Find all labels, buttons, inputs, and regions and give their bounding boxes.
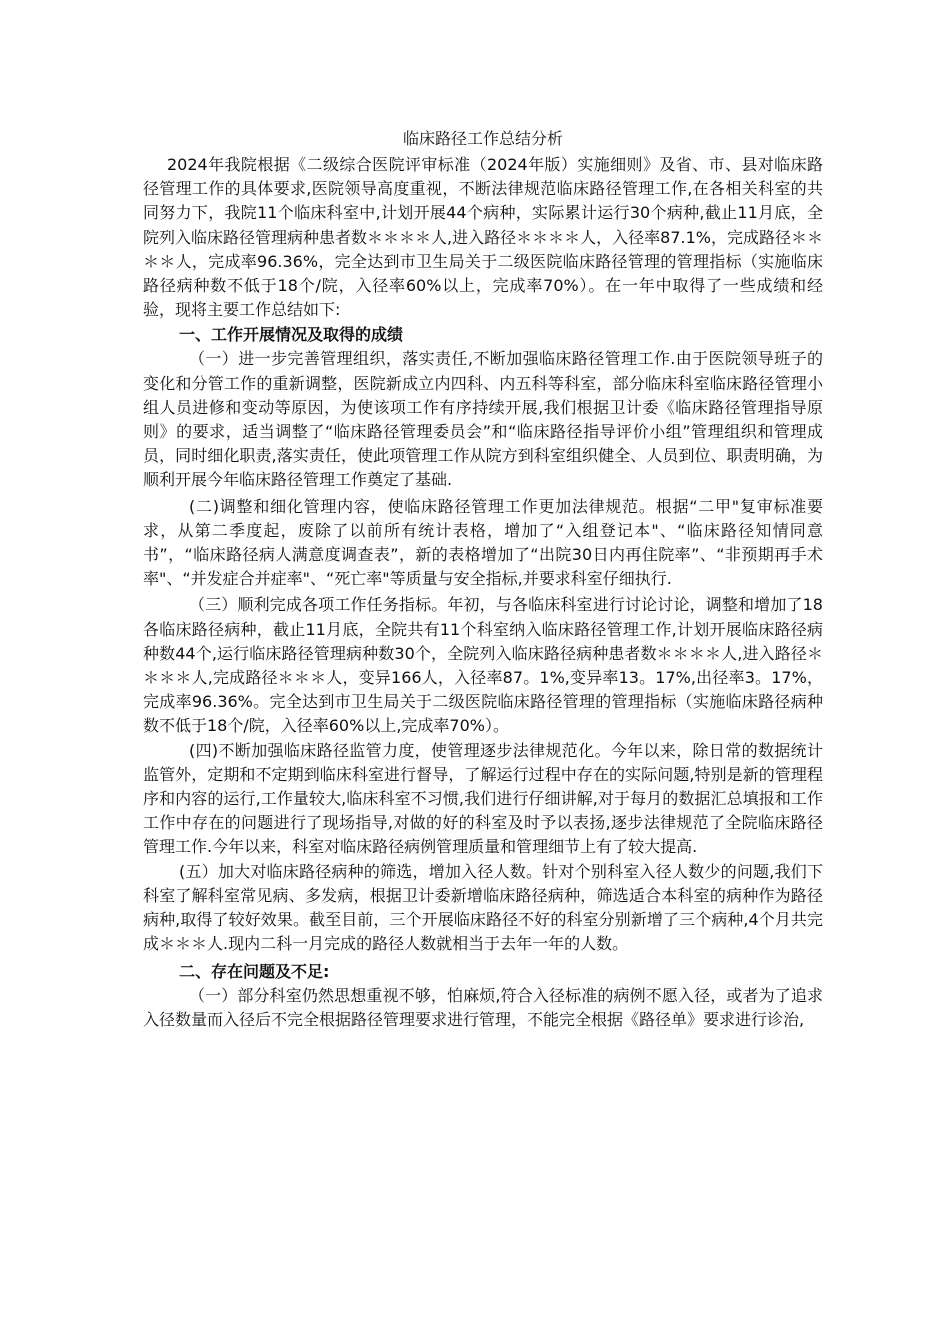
intro-paragraph: 2024年我院根据《二级综合医院评审标准（2024年版）实施细则》及省、市、县对临床路径管理工作的具体要求,医院领导高度重视，不断法律规范临床路径管理工作,在各相关科室的共同努力下，我院11个临床科室中,计划开展44个病种，实际累计运行30个病种,截止11月底，全院列入临床路径管理病种患者数＊＊＊＊人,进入路径＊＊＊＊人，入径率87.1%，完成路径＊＊＊＊人，完成率96.36%，完全达到市卫生局关于二级医院临床路径管理的管理指标（实施临床路径病种数不低于18个/院，入径率60%以上，完成率70%）。在一年中取得了一些成绩和经验，现将主要工作总结如下: (143, 155, 823, 320)
paragraph-problem-one: （一）部分科室仍然思想重视不够，怕麻烦,符合入径标准的病例不愿入径，或者为了追求入径数量而入径后不完全根据路径管理要求进行管理，不能完全根据《路径单》要求进行诊治, (143, 985, 823, 1029)
document-body (143, 126, 823, 1032)
paragraph-supervision: (四)不断加强临床路径监管力度，使管理逐步法律规范化。今年以来，除日常的数据统计监管外，定期和不定期到临床科室进行督导，了解运行过程中存在的实际问题,特别是新的管理程序和内容的运行,工作量较大,临床科室不习惯,我们进行仔细讲解,对于每月的数据汇总填报和工作工作中存在的问题进行了现场指导,对做的好的科室及时予以表扬,逐步法律规范了全院临床路径管理工作.今年以来，科室对临床路径病例管理质量和管理细节上有了较大提高. (143, 740, 823, 857)
paragraph-task-indicators: （三）顺利完成各项工作任务指标。年初，与各临床科室进行讨论讨论，调整和增加了18各临床路径病种，截止11月底，全院共有11个科室纳入临床路径管理工作,计划开展临床路径病种数44个,运行临床路径管理病种数30个，全院列入临床路径病种患者数＊＊＊＊人,进入路径＊＊＊＊人,完成路径＊＊＊人，变异166人，入径率87。1%,变异率13。17%,出径率3。17%，完成率96.36%。完全达到市卫生局关于二级医院临床路径管理的管理指标（实施临床路径病种数不低于18个/院，入径率60%以上,完成率70%）。 (143, 595, 823, 736)
paragraph-management-content: (二)调整和细化管理内容，使临床路径管理工作更加法律规范。根据“二甲"复审标准要求，从第二季度起，废除了以前所有统计表格，增加了“入组登记本"、“临床路径知情同意书”，“临床路径病人满意度调查表”，新的表格增加了“出院30日内再住院率”、“非预期再手术率"、“并发症合并症率"、“死亡率"等质量与安全指标,并要求科室仔细执行. (143, 496, 823, 589)
paragraph-disease-screening: (五）加大对临床路径病种的筛选，增加入径人数。针对个别科室入径人数少的问题,我们下科室了解科室常见病、多发病，根据卫计委新增临床路径病种，筛选适合本科室的病种作为路径病种,取得了较好效果。截至目前，三个开展临床路径不好的科室分别新增了三个病种,4个月共完成＊＊＊人.现内二科一月完成的路径人数就相当于去年一年的人数。 (143, 861, 823, 954)
section-heading-achievements: 一、工作开展情况及取得的成绩 (179, 325, 404, 345)
section-heading-problems: 二、存在问题及不足: (179, 961, 330, 981)
document-title: 临床路径工作总结分析 (402, 129, 563, 148)
paragraph-organization: （一）进一步完善管理组织，落实责任,不断加强临床路径管理工作.由于医院领导班子的变化和分管工作的重新调整，医院新成立内四科、内五科等科室，部分临床科室临床路径管理小组人员进修和变动等原因，为使该项工作有序持续开展,我们根据卫计委《临床路径管理指导原则》的要求，适当调整了“临床路径管理委员会”和“临床路径指导评价小组”管理组织和管理成员，同时细化职责,落实责任，使此项管理工作从院方到科室组织健全、人员到位、职责明确，为顺利开展今年临床路径管理工作奠定了基础. (143, 349, 823, 490)
